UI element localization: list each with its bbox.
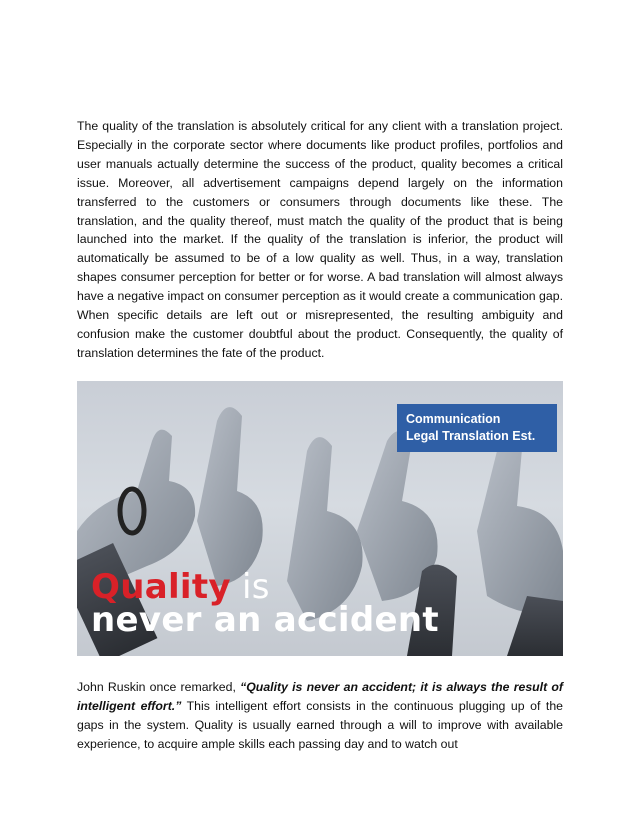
slogan-text <box>91 567 439 640</box>
slogan-highlight-word: Quality <box>91 567 231 607</box>
ruskin-quote: “Quality is never an accident; it is always the result of intelligent effort.” <box>77 680 563 713</box>
banner-line-2: Legal Translation Est. <box>406 429 536 443</box>
paragraph-2-intro: John Ruskin once remarked, <box>77 680 241 694</box>
slogan-word-is: is <box>230 567 270 607</box>
paragraph-ruskin-quote <box>77 678 563 754</box>
paragraph-2-rest: This intelligent effort consists in the continuous plugging up of the gaps in the system. Quality is usually earned through a will to improve with available experience, to acquire ample skills each passing day and to watch out <box>77 698 563 751</box>
thumbs-up-photo <box>77 381 563 656</box>
paragraph-translation-quality: The quality of the translation is absolutely critical for any client with a translation project. Especially in the corporate sector where documents like product profiles, portfolios and user manuals actually determine the success of the product, quality becomes a critical issue. Moreover, all advertisement campaigns depend largely on the information transferred to the customers or consumers through documents like these. The translation, and the quality thereof, must match the quality of the product that is being launched into the market. If the quality of the translation is inferior, the product will automatically be assumed to be of a low quality as well. Thus, in a way, translation shapes consumer perception for better or for worse. A bad translation will almost always have a negative impact on consumer perception as it would create a communication gap. When specific details are left out or misrepresented, the resulting ambiguity and confusion make the customer doubtful about the product. Consequently, the quality of translation determines the fate of the product. <box>77 119 563 360</box>
slogan-line-2: never an accident <box>91 600 439 640</box>
company-banner <box>397 404 557 452</box>
banner-line-1: Communication <box>406 412 501 426</box>
